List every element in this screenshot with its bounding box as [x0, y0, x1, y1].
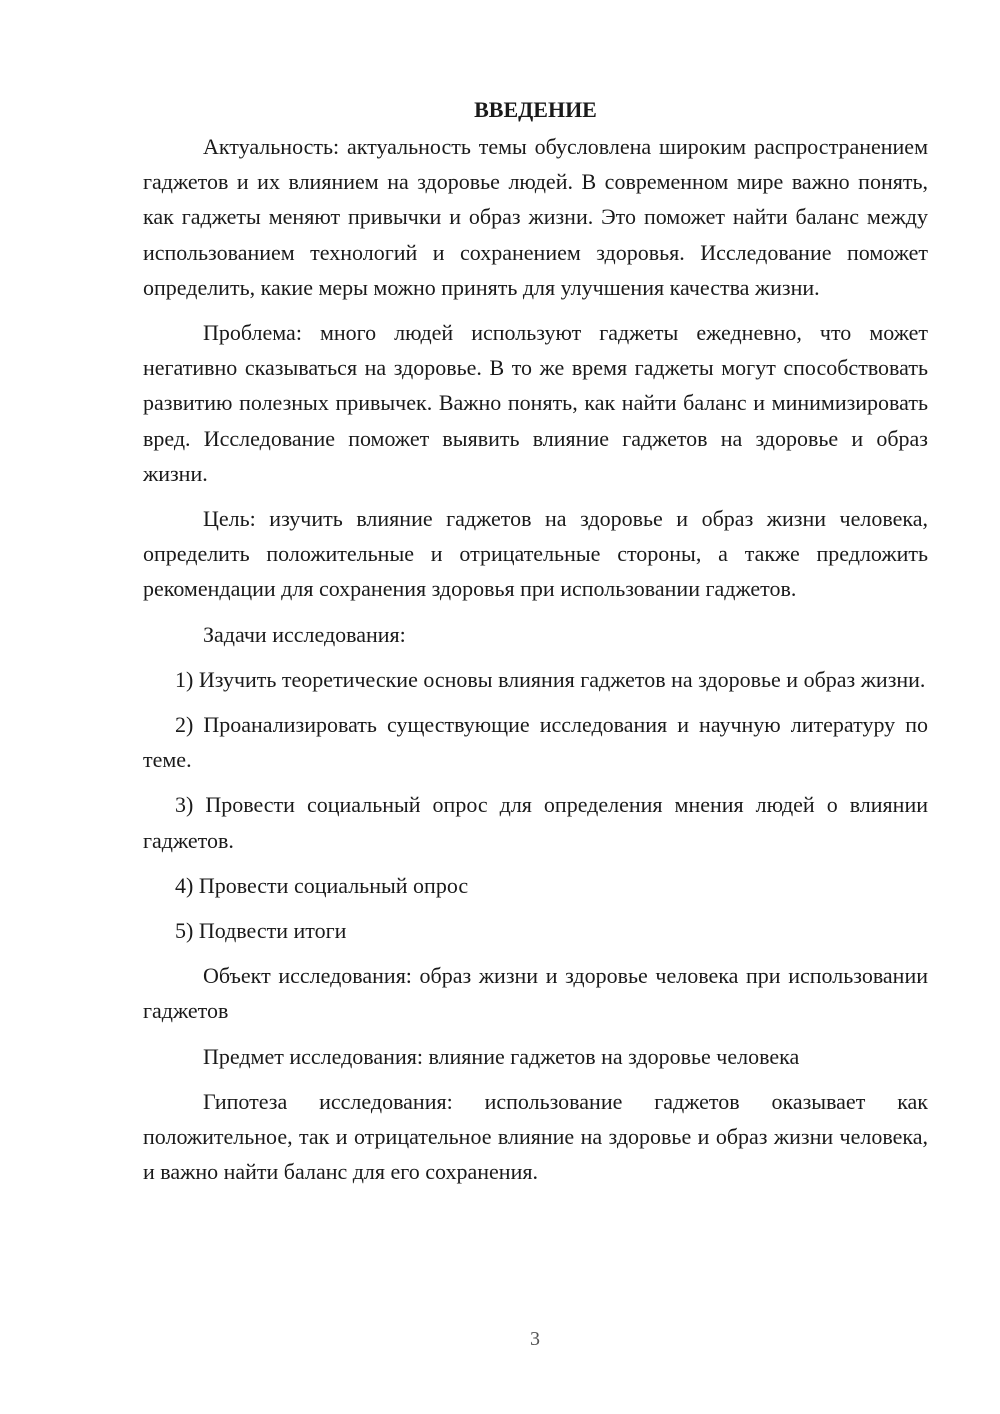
list-item: 4) Провести социальный опрос [175, 872, 469, 898]
page-title: ВВЕДЕНИЕ [474, 97, 597, 122]
document-page [143, 92, 928, 1199]
list-item: 3) Провести социальный опрос для определения мнения людей о влиянии гаджетов. [143, 792, 928, 853]
paragraph-problem: Проблема: много людей используют гаджеты ежедневно, что может негативно сказываться на здоровье. В то же время гаджеты могут способствовать развитию полезных привычек. Важно понять, как найти баланс и минимизировать вред. Исследование поможет выявить влияние гаджетов на здоровье и образ жизни. [143, 320, 928, 486]
tasks-heading: Задачи исследования: [203, 621, 406, 647]
paragraph-subject: Предмет исследования: влияние гаджетов на здоровье человека [203, 1043, 800, 1069]
list-item: 1) Изучить теоретические основы влияния гаджетов на здоровье и образ жизни. [175, 666, 926, 692]
paragraph-goal: Цель: изучить влияние гаджетов на здоровье и образ жизни человека, определить положительные и отрицательные стороны, а также предложить рекомендации для сохранения здоровья при использовании гаджетов. [143, 506, 928, 602]
paragraph-hypothesis: Гипотеза исследования: использование гаджетов оказывает как положительное, так и отрицательное влияние на здоровье и образ жизни человека, и важно найти баланс для его сохранения. [143, 1088, 928, 1185]
paragraph-object: Объект исследования: образ жизни и здоровье человека при использовании гаджетов [143, 963, 928, 1024]
page-number: 3 [530, 1328, 540, 1350]
paragraph-relevance: Актуальность: актуальность темы обусловлена широким распространением гаджетов и их влиянием на здоровье людей. В современном мире важно понять, как гаджеты меняют привычки и образ жизни. Это поможет найти баланс между использованием технологий и сохранением здоровья. Исследование поможет определить, какие меры можно принять для улучшения качества жизни. [143, 134, 928, 300]
list-item: 5) Подвести итоги [175, 918, 347, 944]
list-item: 2) Проанализировать существующие исследования и научную литературу по теме. [143, 712, 928, 773]
